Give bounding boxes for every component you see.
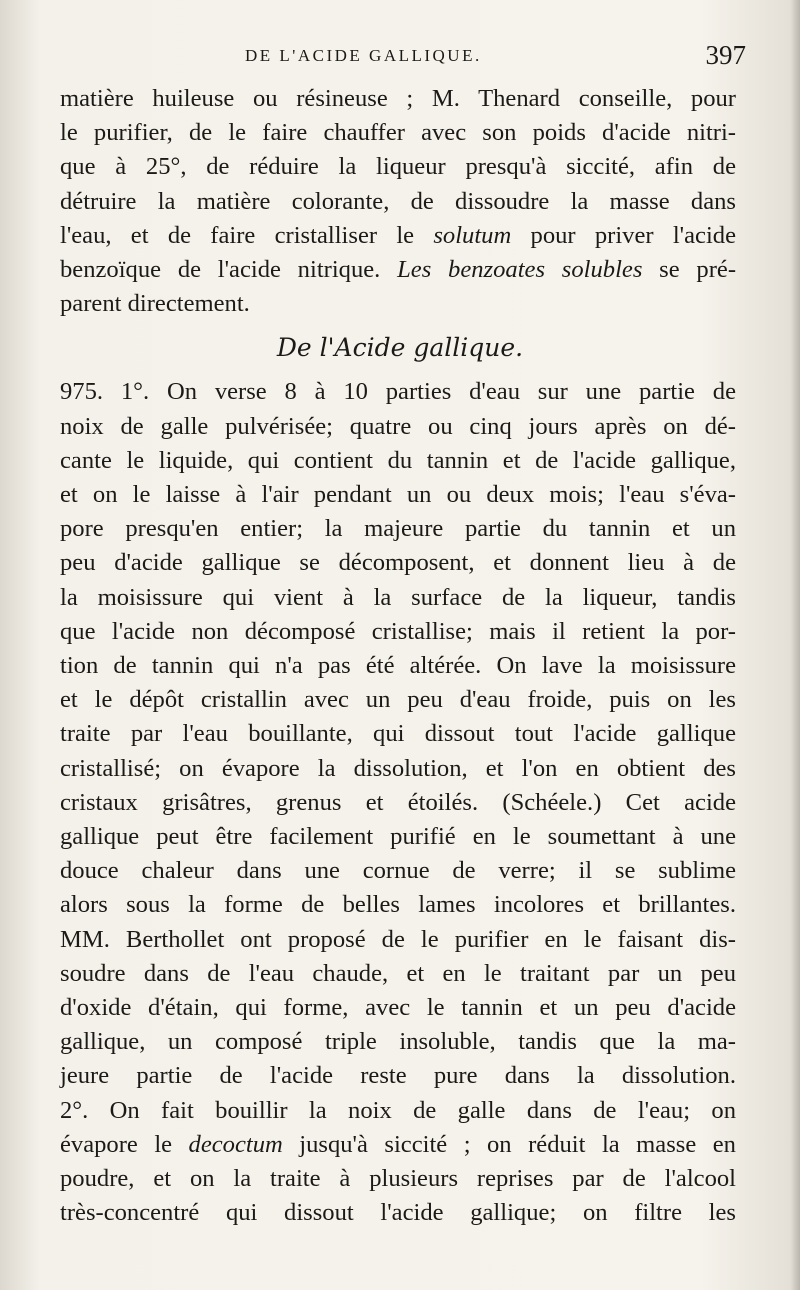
text-line: soudre dans de l'eau chaude, et en le traitant par un peu [60,959,736,987]
text-line: matière huileuse ou résineuse ; M. Thenard conseille, pour [60,85,736,112]
italic-term-benzoates: Les benzoates solubles [397,256,643,284]
text-line: et le dépôt cristallin avec un peu d'eau froide, puis on les [60,686,736,714]
text-line: gallique, un composé triple insoluble, tandis que la ma- [60,1028,736,1056]
text-fragment: jusqu'à siccité ; on réduit la masse en [299,1130,736,1158]
text-line [60,219,736,253]
text-line: 2°. On fait bouillir la noix de galle dans de l'eau; on [60,1096,736,1124]
text-line: gallique peut être facilement purifié en le soumettant à une [60,823,736,851]
intro-text [60,82,736,321]
text-line: d'oxide d'étain, qui forme, avec le tannin et un peu d'acide [60,994,736,1022]
running-head: DE L'ACIDE GALLIQUE. [245,46,482,65]
text-fragment: évapore le [60,1130,173,1158]
text-line: détruire la matière colorante, de dissoudre la masse dans [60,187,736,215]
paragraph-975 [60,375,736,1230]
text-line: tion de tannin qui n'a pas été altérée. On lave la moisissure [60,652,736,680]
text-line: alors sous la forme de belles lames incolores et brillantes. [60,891,736,919]
text-fragment: benzoïque de l'acide nitrique. [60,256,381,284]
text-line: MM. Berthollet ont proposé de le purifier en le faisant dis- [60,925,736,953]
text-line: que à 25°, de réduire la liqueur presqu'à siccité, afin de [60,153,736,181]
text-line: la moisissure qui vient à la surface de la liqueur, tandis [60,583,736,611]
text-line: cante le liquide, qui contient du tannin et de l'acide gallique, [60,446,736,474]
text-line: jeure partie de l'acide reste pure dans la dissolution. [60,1062,736,1090]
text-line: douce chaleur dans une cornue de verre; il se sublime [60,857,736,885]
text-line: le purifier, de le faire chauffer avec son poids d'acide nitri- [60,119,736,147]
text-line: peu d'acide gallique se décomposent, et donnent lieu à de [60,549,736,577]
text-line: très-concentré qui dissout l'acide gallique; on filtre les [60,1199,736,1227]
text-fragment: l'eau, et de faire cristalliser le [60,221,415,249]
page-number: 397 [705,40,746,70]
text-line: cristallisé; on évapore la dissolution, et l'on en obtient des [60,754,736,782]
text-line: pore presqu'en entier; la majeure partie du tannin et un [60,515,736,543]
text-fragment: se pré- [659,256,737,284]
text-line: et on le laisse à l'air pendant un ou deux mois; l'eau s'éva- [60,481,736,509]
text-fragment: pour priver l'acide [530,221,736,249]
text-line: parent directement. [60,290,250,318]
italic-term-decoctum: decoctum [188,1130,283,1158]
text-line: noix de galle pulvérisée; quatre ou cinq jours après on dé- [60,412,736,440]
italic-term-solutum: solutum [433,221,512,249]
text-line: cristaux grisâtres, grenus et étoilés. (Schéele.) Cet acide [60,788,736,816]
text-line [60,1128,736,1162]
text-line: 975. 1°. On verse 8 à 10 parties d'eau sur une partie de [60,378,736,406]
text-line [60,253,736,287]
text-line: poudre, et on la traite à plusieurs reprises par de l'alcool [60,1165,736,1193]
text-line: que l'acide non décomposé cristallise; mais il retient la por- [60,617,736,645]
section-heading: De l'Acide gallique. [276,333,524,363]
page-header [60,40,746,82]
text-line: traite par l'eau bouillante, qui dissout tout l'acide gallique [60,720,736,748]
